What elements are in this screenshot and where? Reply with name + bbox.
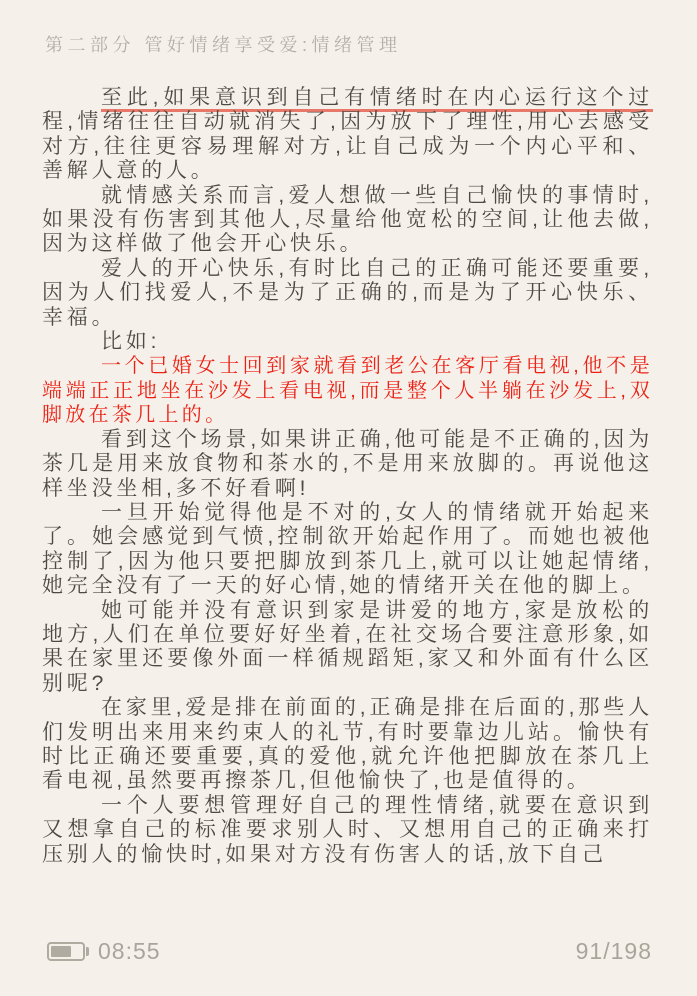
paragraph [42, 501, 653, 599]
paragraph-highlight-red [42, 354, 653, 427]
clock-time: 08:55 [98, 937, 161, 964]
battery-fill [51, 946, 71, 957]
battery-nub [86, 947, 89, 956]
paragraph [42, 428, 653, 501]
chapter-title: 第二部分 管好情绪享受爱:情绪管理 [45, 35, 402, 55]
paragraph [42, 184, 653, 257]
text-segment: 一个人要想管理好自己的理性情绪,就要在意识到又想拿自己的标准要求别人时、又想用自己的正确来打压别人的愉快时,如果对方没有伤害人的话,放下自己 [42, 793, 653, 866]
underlined-text: 至此,如果意识到自己有情绪时在内心运行这个过 [101, 86, 653, 112]
status-left [47, 938, 161, 965]
paragraph [42, 599, 653, 697]
text-segment: 一个已婚女士回到家就看到老公在客厅看电视,他不是端端正正地坐在沙发上看电视,而是整个人半躺在沙发上,双脚放在茶几上的。 [42, 355, 653, 427]
text-segment: 程,情绪往往自动就消失了,因为放下了理性,用心去感受对方,往往更容易理解对方,让自己成为一个内心平和、善解人意的人。 [42, 110, 653, 183]
paragraph [42, 330, 653, 354]
page-indicator: 91/198 [575, 937, 652, 964]
paragraph [42, 86, 653, 184]
text-segment: 一旦开始觉得他是不对的,女人的情绪就开始起来了。她会感觉到气愤,控制欲开始起作用了。而她也被他控制了,因为他只要把脚放到茶几上,就可以让她起情绪,她完全没有了一天的好心情,她的情绪开关在他的脚上。 [42, 500, 653, 598]
text-segment: 看到这个场景,如果讲正确,他可能是不正确的,因为茶几是用来放食物和茶水的,不是用来放脚的。再说他这样坐没坐相,多不好看啊! [42, 427, 653, 500]
paragraph [42, 696, 653, 794]
text-segment: 比如: [101, 330, 161, 354]
reader-status-bar [47, 936, 652, 966]
text-segment: 就情感关系而言,爱人想做一些自己愉快的事情时,如果没有伤害到其他人,尽量给他宽松的空间,让他去做,因为这样做了他会开心快乐。 [42, 183, 653, 256]
text-segment: 在家里,爱是排在前面的,正确是排在后面的,那些人们发明出来用来约束人的礼节,有时要靠边儿站。愉快有时比正确还要重要,真的爱他,就允许他把脚放在茶几上看电视,虽然要再擦茶几,但他愉快了,也是值得的。 [42, 696, 653, 793]
text-segment: 爱人的开心快乐,有时比自己的正确可能还要重要,因为人们找爱人,不是为了正确的,而是为了开心快乐、幸福。 [42, 256, 653, 329]
text-segment: 她可能并没有意识到家是讲爱的地方,家是放松的地方,人们在单位要好好坐着,在社交场合要注意形象,如果在家里还要像外面一样循规蹈矩,家又和外面有什么区别呢? [42, 598, 653, 695]
battery-icon [47, 942, 85, 961]
paragraph [42, 794, 653, 867]
reading-text [42, 86, 653, 867]
paragraph [42, 257, 653, 330]
